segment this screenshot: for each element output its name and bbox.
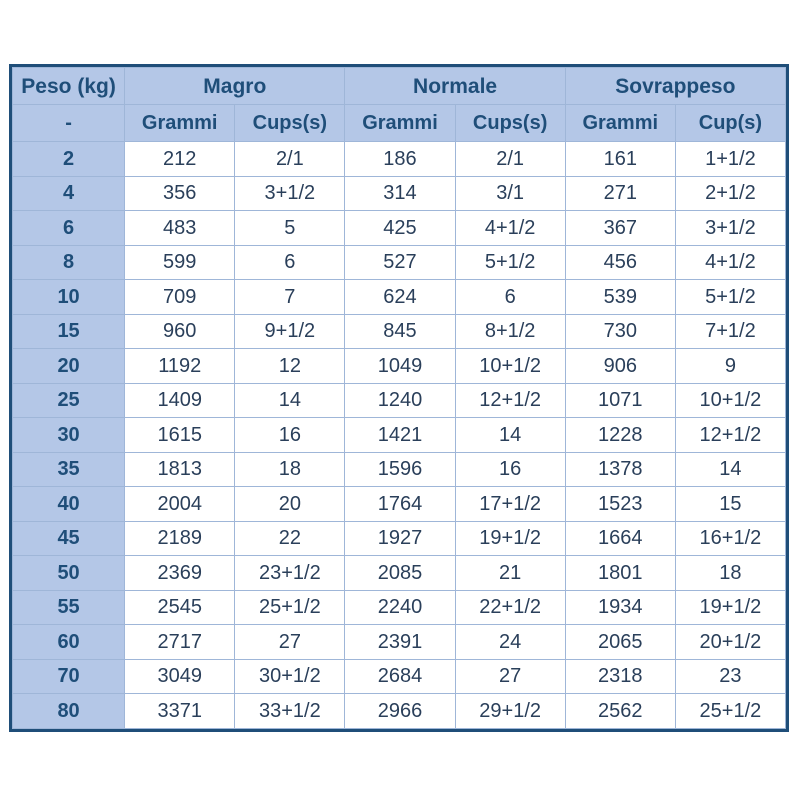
value-cell: 6 xyxy=(455,280,565,315)
value-cell: 1240 xyxy=(345,383,455,418)
value-cell: 161 xyxy=(565,142,675,177)
feeding-table-frame xyxy=(9,64,789,732)
value-cell: 709 xyxy=(125,280,235,315)
value-cell: 27 xyxy=(455,659,565,694)
value-cell: 1409 xyxy=(125,383,235,418)
value-cell: 14 xyxy=(675,452,785,487)
peso-cell: 60 xyxy=(13,625,125,660)
header-group-normale: Normale xyxy=(345,68,565,105)
header-unit: Cup(s) xyxy=(675,105,785,142)
value-cell: 906 xyxy=(565,349,675,384)
header-unit: Cups(s) xyxy=(235,105,345,142)
value-cell: 624 xyxy=(345,280,455,315)
table-row xyxy=(13,556,786,591)
value-cell: 1071 xyxy=(565,383,675,418)
value-cell: 6 xyxy=(235,245,345,280)
value-cell: 527 xyxy=(345,245,455,280)
value-cell: 1615 xyxy=(125,418,235,453)
value-cell: 2004 xyxy=(125,487,235,522)
header-group-sovrappeso: Sovrappeso xyxy=(565,68,785,105)
value-cell: 9+1/2 xyxy=(235,314,345,349)
value-cell: 25+1/2 xyxy=(235,590,345,625)
value-cell: 2085 xyxy=(345,556,455,591)
table-row xyxy=(13,659,786,694)
value-cell: 1813 xyxy=(125,452,235,487)
value-cell: 22+1/2 xyxy=(455,590,565,625)
peso-cell: 40 xyxy=(13,487,125,522)
header-unit: Grammi xyxy=(125,105,235,142)
value-cell: 356 xyxy=(125,176,235,211)
value-cell: 16+1/2 xyxy=(675,521,785,556)
table-row xyxy=(13,176,786,211)
value-cell: 3/1 xyxy=(455,176,565,211)
peso-cell: 10 xyxy=(13,280,125,315)
value-cell: 2369 xyxy=(125,556,235,591)
value-cell: 1192 xyxy=(125,349,235,384)
feeding-table xyxy=(12,67,786,729)
value-cell: 2189 xyxy=(125,521,235,556)
value-cell: 2391 xyxy=(345,625,455,660)
peso-cell: 45 xyxy=(13,521,125,556)
value-cell: 314 xyxy=(345,176,455,211)
value-cell: 1596 xyxy=(345,452,455,487)
peso-cell: 30 xyxy=(13,418,125,453)
value-cell: 16 xyxy=(455,452,565,487)
value-cell: 10+1/2 xyxy=(455,349,565,384)
value-cell: 18 xyxy=(235,452,345,487)
table-row xyxy=(13,383,786,418)
value-cell: 17+1/2 xyxy=(455,487,565,522)
value-cell: 9 xyxy=(675,349,785,384)
value-cell: 2545 xyxy=(125,590,235,625)
peso-cell: 50 xyxy=(13,556,125,591)
peso-cell: 4 xyxy=(13,176,125,211)
peso-cell: 35 xyxy=(13,452,125,487)
table-row xyxy=(13,590,786,625)
value-cell: 21 xyxy=(455,556,565,591)
value-cell: 212 xyxy=(125,142,235,177)
value-cell: 5 xyxy=(235,211,345,246)
table-row xyxy=(13,314,786,349)
value-cell: 10+1/2 xyxy=(675,383,785,418)
peso-cell: 55 xyxy=(13,590,125,625)
value-cell: 8+1/2 xyxy=(455,314,565,349)
value-cell: 12+1/2 xyxy=(455,383,565,418)
value-cell: 30+1/2 xyxy=(235,659,345,694)
value-cell: 960 xyxy=(125,314,235,349)
value-cell: 456 xyxy=(565,245,675,280)
value-cell: 4+1/2 xyxy=(455,211,565,246)
value-cell: 539 xyxy=(565,280,675,315)
value-cell: 2/1 xyxy=(455,142,565,177)
value-cell: 2/1 xyxy=(235,142,345,177)
header-peso: Peso (kg) xyxy=(13,68,125,105)
table-row xyxy=(13,452,786,487)
value-cell: 2684 xyxy=(345,659,455,694)
value-cell: 3371 xyxy=(125,694,235,729)
value-cell: 23 xyxy=(675,659,785,694)
value-cell: 3+1/2 xyxy=(235,176,345,211)
value-cell: 2065 xyxy=(565,625,675,660)
value-cell: 19+1/2 xyxy=(675,590,785,625)
value-cell: 16 xyxy=(235,418,345,453)
value-cell: 3049 xyxy=(125,659,235,694)
value-cell: 2318 xyxy=(565,659,675,694)
value-cell: 1764 xyxy=(345,487,455,522)
table-row xyxy=(13,418,786,453)
value-cell: 4+1/2 xyxy=(675,245,785,280)
value-cell: 186 xyxy=(345,142,455,177)
value-cell: 845 xyxy=(345,314,455,349)
header-row-units xyxy=(13,105,786,142)
value-cell: 19+1/2 xyxy=(455,521,565,556)
header-row-groups xyxy=(13,68,786,105)
value-cell: 1049 xyxy=(345,349,455,384)
value-cell: 1927 xyxy=(345,521,455,556)
value-cell: 425 xyxy=(345,211,455,246)
value-cell: 271 xyxy=(565,176,675,211)
value-cell: 2966 xyxy=(345,694,455,729)
value-cell: 367 xyxy=(565,211,675,246)
header-unit: Cups(s) xyxy=(455,105,565,142)
peso-cell: 6 xyxy=(13,211,125,246)
value-cell: 2+1/2 xyxy=(675,176,785,211)
value-cell: 3+1/2 xyxy=(675,211,785,246)
value-cell: 599 xyxy=(125,245,235,280)
value-cell: 7+1/2 xyxy=(675,314,785,349)
header-dash: - xyxy=(13,105,125,142)
header-unit: Grammi xyxy=(565,105,675,142)
value-cell: 5+1/2 xyxy=(455,245,565,280)
value-cell: 33+1/2 xyxy=(235,694,345,729)
value-cell: 1378 xyxy=(565,452,675,487)
value-cell: 1+1/2 xyxy=(675,142,785,177)
value-cell: 1801 xyxy=(565,556,675,591)
table-row xyxy=(13,625,786,660)
peso-cell: 15 xyxy=(13,314,125,349)
value-cell: 2717 xyxy=(125,625,235,660)
table-row xyxy=(13,142,786,177)
header-group-magro: Magro xyxy=(125,68,345,105)
peso-cell: 20 xyxy=(13,349,125,384)
value-cell: 12 xyxy=(235,349,345,384)
peso-cell: 70 xyxy=(13,659,125,694)
value-cell: 15 xyxy=(675,487,785,522)
header-unit: Grammi xyxy=(345,105,455,142)
peso-cell: 2 xyxy=(13,142,125,177)
value-cell: 22 xyxy=(235,521,345,556)
value-cell: 29+1/2 xyxy=(455,694,565,729)
value-cell: 2240 xyxy=(345,590,455,625)
value-cell: 20 xyxy=(235,487,345,522)
value-cell: 14 xyxy=(235,383,345,418)
value-cell: 7 xyxy=(235,280,345,315)
value-cell: 25+1/2 xyxy=(675,694,785,729)
value-cell: 1523 xyxy=(565,487,675,522)
table-row xyxy=(13,487,786,522)
peso-cell: 25 xyxy=(13,383,125,418)
value-cell: 24 xyxy=(455,625,565,660)
table-row xyxy=(13,280,786,315)
peso-cell: 80 xyxy=(13,694,125,729)
value-cell: 730 xyxy=(565,314,675,349)
table-row xyxy=(13,245,786,280)
peso-cell: 8 xyxy=(13,245,125,280)
table-body xyxy=(13,142,786,729)
table-row xyxy=(13,211,786,246)
table-row xyxy=(13,349,786,384)
value-cell: 1421 xyxy=(345,418,455,453)
value-cell: 20+1/2 xyxy=(675,625,785,660)
value-cell: 14 xyxy=(455,418,565,453)
value-cell: 2562 xyxy=(565,694,675,729)
value-cell: 1664 xyxy=(565,521,675,556)
value-cell: 18 xyxy=(675,556,785,591)
value-cell: 483 xyxy=(125,211,235,246)
value-cell: 1228 xyxy=(565,418,675,453)
value-cell: 27 xyxy=(235,625,345,660)
table-row xyxy=(13,521,786,556)
table-row xyxy=(13,694,786,729)
value-cell: 5+1/2 xyxy=(675,280,785,315)
value-cell: 1934 xyxy=(565,590,675,625)
value-cell: 23+1/2 xyxy=(235,556,345,591)
value-cell: 12+1/2 xyxy=(675,418,785,453)
